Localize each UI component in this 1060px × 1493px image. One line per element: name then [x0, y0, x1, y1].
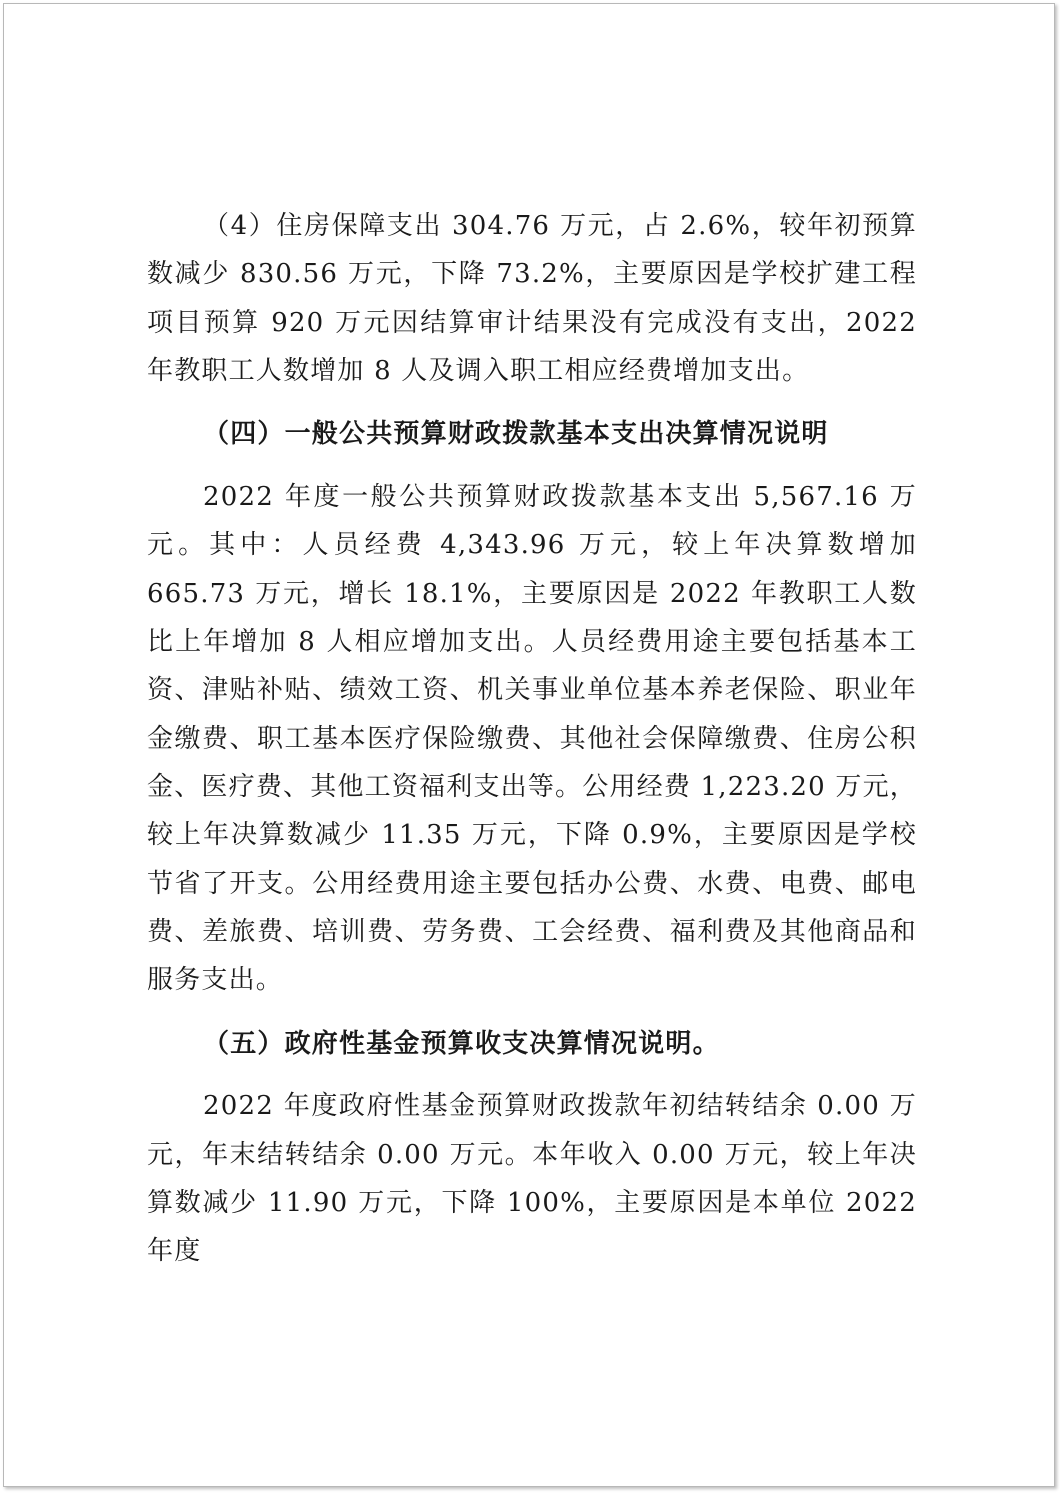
- section-heading-basic-expenditure: （四）一般公共预算财政拨款基本支出决算情况说明: [203, 419, 829, 450]
- section-heading-government-fund: （五）政府性基金预算收支决算情况说明。: [203, 1029, 720, 1060]
- document-page: [3, 3, 1055, 1487]
- paragraph-government-fund: 2022 年度政府性基金预算财政拨款年初结转结余 0.00 万元，年末结转结余 0.00 万元。本年收入 0.00 万元，较上年决算数减少 11.90 万元，下降 100%，主要原因是本单位 2022 年度: [147, 1091, 917, 1267]
- paragraph-basic-expenditure: 2022 年度一般公共预算财政拨款基本支出 5,567.16 万元。其中：人员经费 4,343.96 万元，较上年决算数增加 665.73 万元，增长 18.1%，主要原因是 2022 年教职工人数比上年增加 8 人相应增加支出。人员经费用途主要包括基本工资、津贴补贴、绩效工资、机关事业单位基本养老保险、职业年金缴费、职工基本医疗保险缴费、其他社会保障缴费、住房公积金、医疗费、其他工资福利支出等。公用经费 1,223.20 万元，较上年决算数减少 11.35 万元，下降 0.9%，主要原因是学校节省了开支。公用经费用途主要包括办公费、水费、电费、邮电费、差旅费、培训费、劳务费、工会经费、福利费及其他商品和服务支出。: [147, 482, 917, 996]
- document-body: [147, 202, 917, 1276]
- paragraph-housing-expenditure: （4）住房保障支出 304.76 万元，占 2.6%，较年初预算数减少 830.56 万元，下降 73.2%，主要原因是学校扩建工程项目预算 920 万元因结算审计结果没有完成没有支出，2022 年教职工人数增加 8 人及调入职工相应经费增加支出。: [147, 211, 917, 386]
